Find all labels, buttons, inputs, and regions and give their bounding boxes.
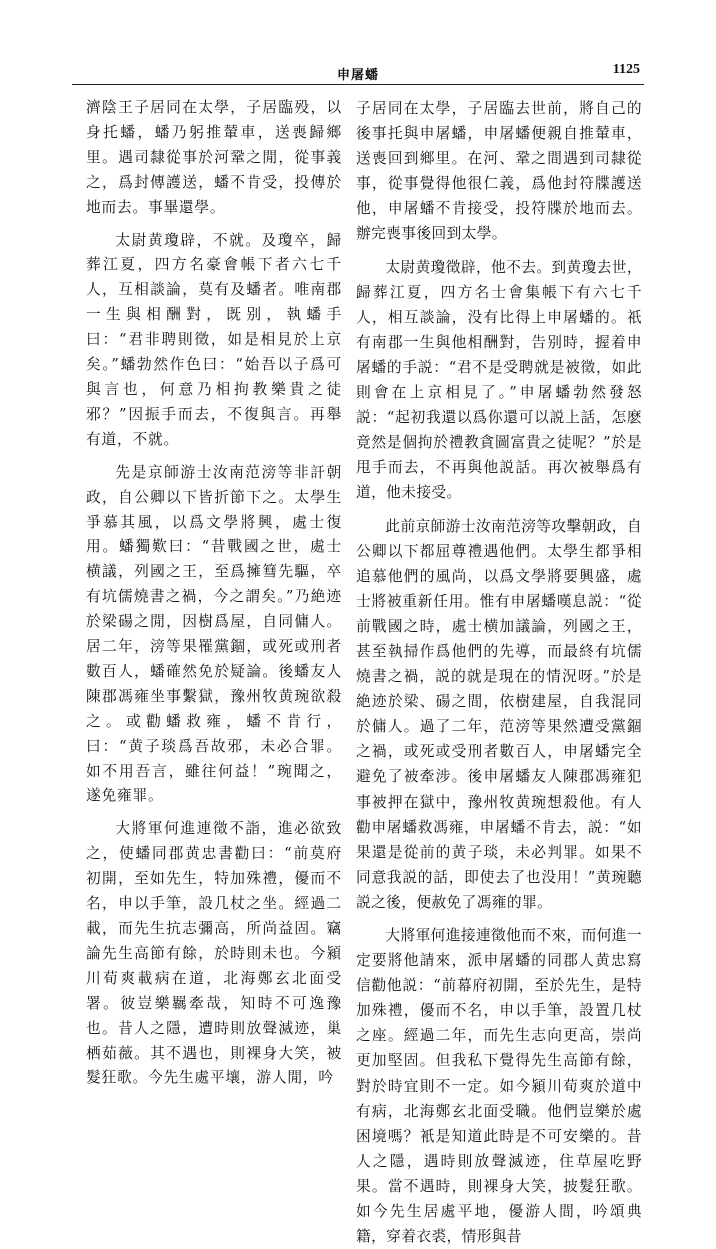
original-paragraph-1: 濟陰王子居同在太學，子居臨殁，以身托蟠，蟠乃躬推輦車，送喪歸鄉里。遇司隸從事於河鞏之閒，從事義之，爲封傳護送，蟠不肯受，投傳於地而去。事畢還學。	[86, 99, 342, 216]
original-paragraph-2: 太尉黄瓊辟，不就。及瓊卒，歸葬江夏，四方名豪會帳下者六七千人，互相談論，莫有及蟠者。唯南郡一生與相酬對，既别，執蟠手曰：“君非聘則徵，如是相見於上京矣。”蟠勃然作色曰：“始吾以子爲可與言也，何意乃相拘教樂貴之徒邪？”因振手而去，不復與言。再舉有道，不就。	[86, 231, 342, 448]
translation-paragraph-4: 大將軍何進接連徵他而不來，而何進一定要將他請來，派申屠蟠的同郡人黄忠寫信勸他説：“前幕府初開，至於先生，是特加殊禮，優而不名，申以手筆，設置几杖之座。經過二年，而先生志向更高，崇尚更加堅固。但我私下覺得先生高節有餘，對於時宜則不一定。如今潁川荀爽於道中有病，北海鄭玄北面受職。他們豈樂於處困境嗎？衹是知道此時是不可安樂的。昔人之隱，遇時則放聲滅迹，住草屋吃野果。當不遇時，則裸身大笑，披髮狂歌。如今先生居處平地，優游人間，吟頌典籍，穿着衣裘，情形與昔	[356, 927, 642, 1246]
translation-paragraph-3: 此前京師游士汝南范滂等攻擊朝政，自公卿以下都屈尊禮遇他們。太學生都爭相追慕他們的風尚，以爲文學將要興盛，處士將被重新任用。惟有申屠蟠嘆息説：“從前戰國之時，處士横加議論，列國之王，甚至執掃作爲他們的先導，而最終有坑儒燒書之禍，説的就是現在的情況呀。”於是絶迹於梁、碭之間，依樹建屋，自我混同於傭人。過了二年，范滂等果然遭受黨錮之禍，或死或受刑者數百人，申屠蟠完全避免了被牽涉。後申屠蟠友人陳郡馮雍犯事被押在獄中，豫州牧黄琬想殺他。有人勸申屠蟠救馮雍，申屠蟠不肯去，説：“如果還是從前的黄子琰，未必判罪。如果不同意我説的話，即使去了也没用！”黄琬聽説之後，便赦免了馮雍的罪。	[356, 517, 643, 911]
page-number: 1125	[612, 62, 640, 77]
translation-paragraph-2: 太尉黄瓊徵辟，他不去。到黄瓊去世，歸葬江夏，四方名士會集帳下有六七千人，相互談論，没有比得上申屠蟠的。祇有南郡一生與他相酬對，告别時，握着申屠蟠的手説：“君不是受聘就是被徵，如此則會在上京相見了。”申屠蟠勃然發怒説：“起初我還以爲你還可以説上話，怎麽竟然是個拘於禮教貪圖富貴之徒呢？”於是甩手而去，不再與他説話。再次被舉爲有道，他未接受。	[356, 258, 642, 502]
running-title: 申屠蟠	[336, 68, 379, 83]
translation-paragraph-1: 子居同在太學，子居臨去世前，將自己的後事托與申屠蟠，申屠蟠便親自推輦車，送喪回到鄉里。在河、鞏之間遇到司隸從事，從事覺得他很仁義，爲他封符牒護送他，申屠蟠不肯接受，投符牒於地而去。辦完喪事後回到太學。	[356, 100, 642, 243]
original-text-column	[86, 96, 342, 1087]
running-header	[72, 62, 644, 85]
translation-column	[356, 96, 643, 1246]
original-paragraph-3: 先是京師游士汝南范滂等非訐朝政，自公卿以下皆折節下之。太學生爭慕其風，以爲文學將興，處士復用。蟠獨歎曰：“昔戰國之世，處士横議，列國之王，至爲擁篲先驅，卒有坑儒燒書之禍，今之謂矣。”乃絶迹於梁碭之閒，因樹爲屋，自同傭人。居二年，滂等果罹黨錮，或死或刑者數百人，蟠確然免於疑論。後蟠友人陳郡馮雍坐事繫獄，豫州牧黄琬欲殺之。或勸蟠救雍，蟠不肯行，曰：“黄子琰爲吾故邪，未必合罪。如不用吾言，雖往何益！”琬聞之，遂免雍罪。	[86, 463, 342, 805]
original-paragraph-4: 大將軍何進連徵不詣，進必欲致之，使蟠同郡黄忠書勸曰：“前莫府初開，至如先生，特加殊禮，優而不名，申以手筆，設几杖之坐。經過二載，而先生抗志彌高，所尚益固。竊論先生高節有餘，於時則未也。今潁川荀爽載病在道，北海鄭玄北面受署。彼豈樂羈牽哉，知時不可逸豫也。昔人之隱，遭時則放聲滅迹，巢栖茹薇。其不遇也，則裸身大笑，被髮狂歌。今先生處平壤，游人閒，吟	[86, 820, 342, 1087]
